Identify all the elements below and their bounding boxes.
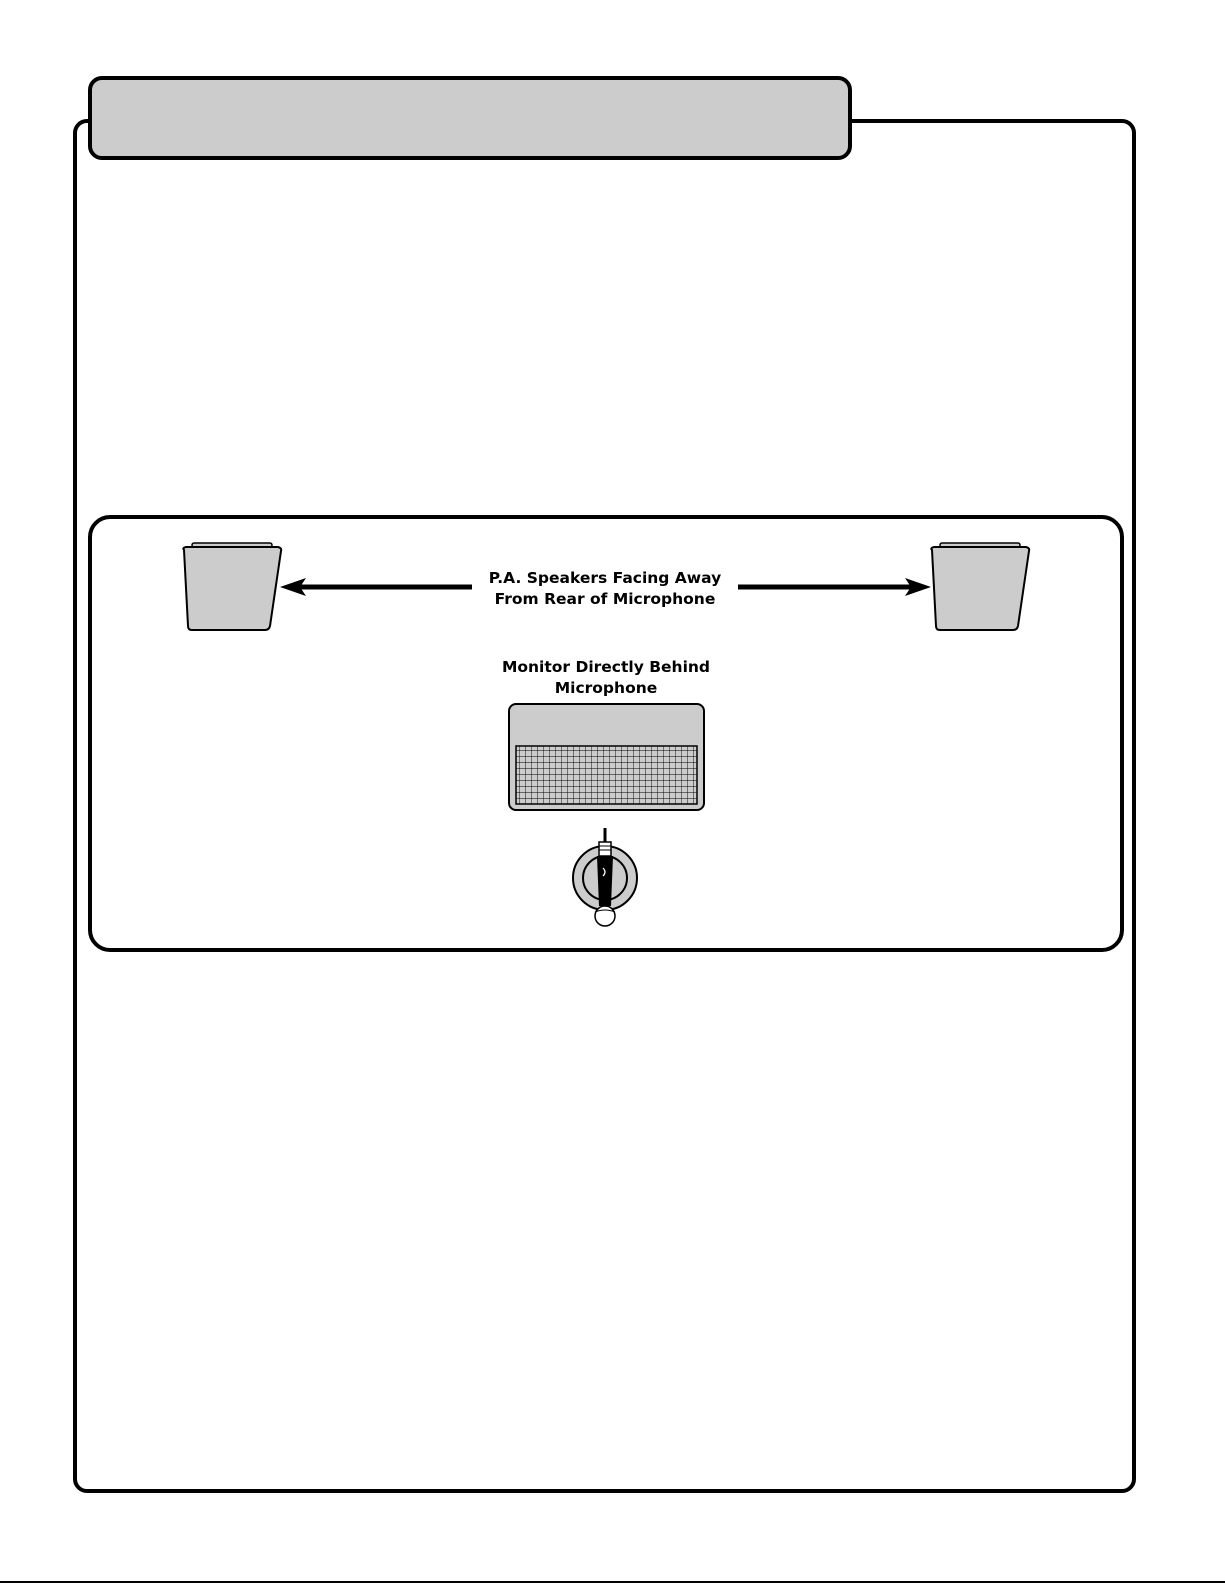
monitor-label (466, 657, 746, 699)
pa-speakers-label (455, 568, 755, 610)
page-bottom-rule (0, 1581, 1225, 1583)
right-pa-speaker-icon (926, 540, 1036, 635)
right-arrow-icon (738, 576, 933, 598)
monitor-wedge-icon (507, 702, 707, 814)
pa-speakers-label-line1: P.A. Speakers Facing Away (488, 569, 722, 587)
left-pa-speaker-icon (178, 540, 288, 635)
monitor-label-line2: Microphone (554, 679, 658, 697)
title-tab (88, 76, 852, 160)
monitor-label-line1: Monitor Directly Behind (501, 658, 711, 676)
microphone-icon (568, 826, 642, 930)
left-arrow-icon (278, 576, 473, 598)
pa-speakers-label-line2: From Rear of Microphone (494, 590, 716, 608)
